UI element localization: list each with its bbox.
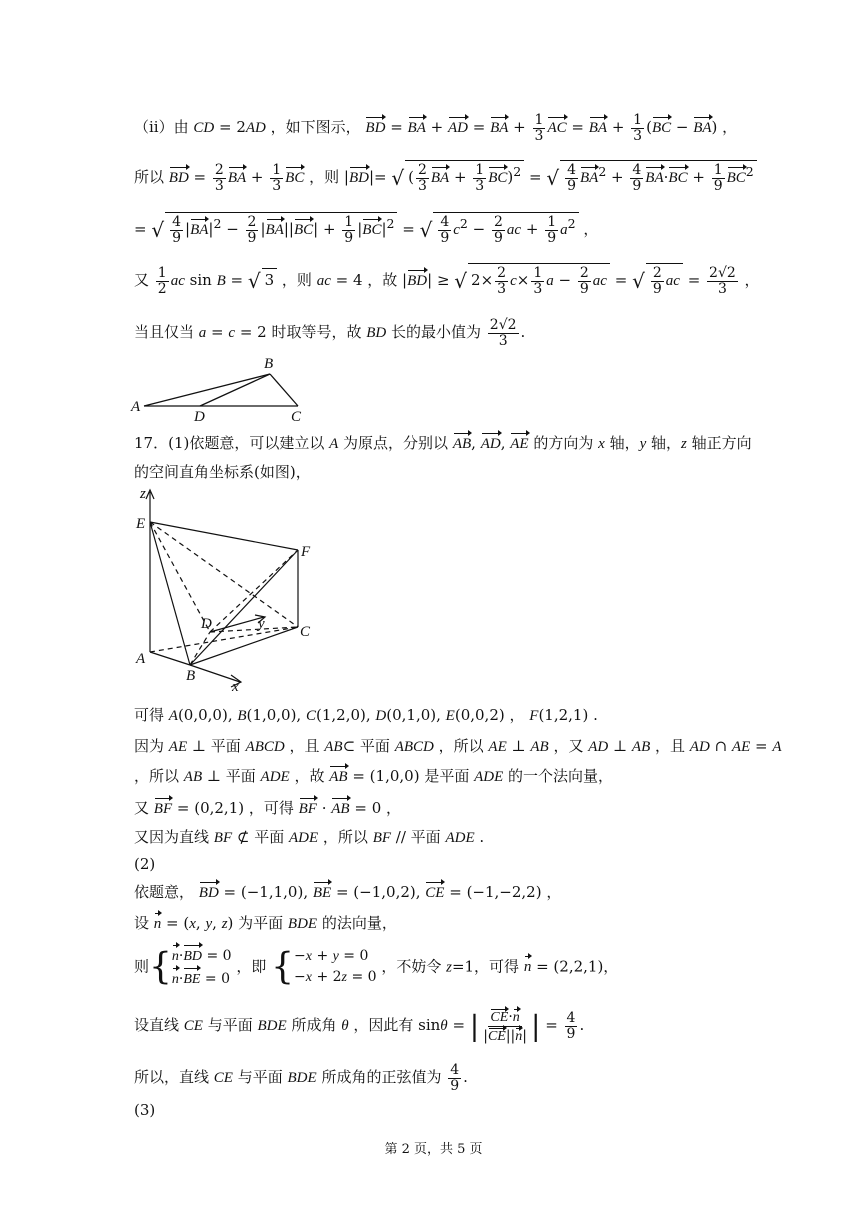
label-d: D — [201, 616, 212, 632]
segment-bd — [200, 374, 270, 406]
line-16: 则{ n·BD = 0 n·BE = 0 ，即 { −x + y = 0 −x + 2z = 0 ，不妨令 z=1，可得 n = (2,2,1)， — [134, 944, 618, 991]
line-5: 当且仅当 a = c = 2 时取等号，故 BD 长的最小值为 $\frac{2√2}{3}$ . — [134, 317, 526, 349]
segment-bc — [270, 374, 298, 406]
line-11: 又 BF = (0,2,1) ，可得 BF · AB = 0 ， — [134, 799, 402, 817]
segment-ab — [144, 374, 270, 406]
line-7: 的空间直角坐标系(如图)， — [134, 463, 311, 481]
line-6: 17．(1)依题意，可以建立以 A 为原点，分别以 AB, AD, AE 的方向为 x 轴，y 轴，z 轴正方向 — [134, 434, 752, 452]
label-e: E — [136, 516, 146, 532]
line-15: 设 n = (x, y, z) 为平面 BDE 的法向量， — [134, 914, 397, 932]
triangle-figure — [128, 352, 318, 424]
label-z: z — [140, 486, 146, 502]
label-y: y — [258, 616, 265, 632]
label-c: C — [291, 409, 302, 424]
line-8: 可得 A(0,0,0), B(1,0,0), C(1,2,0), D(0,1,0), E(0,0,2) ， F(1,2,1) . — [134, 706, 598, 724]
label-a: A — [136, 651, 146, 667]
edge-ab — [150, 652, 190, 665]
edge-eb — [150, 522, 190, 665]
label-c: C — [300, 624, 311, 640]
label-b: B — [264, 356, 274, 372]
label-f: F — [301, 544, 311, 560]
line-18: 所以，直线 CE 与平面 BDE 所成角的正弦值为 $\frac{4}{9}$ . — [134, 1062, 468, 1094]
line-10: ，所以 AB ⊥ 平面 ADE ，故 AB = (1,0,0) 是平面 ADE 的一个法向量， — [134, 767, 614, 785]
label-x: x — [232, 679, 239, 694]
edge-bf — [190, 550, 298, 665]
line-17: 设直线 CE 与平面 BDE 所成角 θ ，因此有 sinθ = | $\frac{CE\cdot n}{|CE||n|}$ | = $\frac{4}{9}$ . — [134, 1009, 585, 1044]
edge-bd-dashed — [190, 632, 210, 665]
line-4: 又 $\frac{1}{2}$ ac sin B = √ 3 ，则 ac = 4 ，故 |BD| ≥ √ 2× $\frac{2}{3}$ c× $\frac{1}{3}$ a − $\frac{2}{9}$ ac = √ $\frac{2}{9}$ ac = $\frac{2√2}{3}$ ， — [134, 265, 760, 297]
line-12: 又因为直线 BF ⊄ 平面 ADE ，所以 BF // 平面 ADE . — [134, 828, 485, 846]
page-footer: 第 2 页，共 5 页 — [384, 1142, 483, 1157]
label-a: A — [131, 399, 141, 415]
line-2: 所以 BD = $\frac{2}{3}$ BA + $\frac{1}{3}$ BC ，则 |BD|= √ ( $\frac{2}{3}$ BA + $\frac{1}{3}$ BC)$^2$ = √ $\frac{4}{9}$ $BA^2$ + $\frac{4}{9}$ BA·BC + $\frac{1}{9}$ $BC^2$ — [134, 160, 757, 193]
line-3: = √ $\frac{4}{9}$ $|BA|^2$ − $\frac{2}{9}$ |BA||BC| + $\frac{1}{9}$ $|BC|^2$ = √ $\frac{4}{9}$ $c^2$ − $\frac{2}{9}$ ac + $\frac{1}{9}$ $a^2$ ， — [134, 214, 599, 246]
line-19: (3) — [134, 1101, 156, 1119]
edge-ac-dashed — [150, 627, 298, 652]
line-14: 依题意， BD = (−1,1,0), BE = (−1,0,2), CE = (−1,−2,2) ， — [134, 883, 562, 901]
edge-ef — [150, 522, 298, 550]
line-1: （ii）由 CD = 2AD ，如下图示， BD = BA + AD = BA + $\frac{1}{3}$ AC = BA + $\frac{1}{3}$ (BC − BA) ， — [134, 112, 738, 144]
line-13: (2) — [134, 855, 156, 873]
line-9: 因为 AE ⊥ 平面 ABCD ，且 AB⊂ 平面 ABCD ，所以 AE ⊥ AB ，又 AD ⊥ AB ，且 AD ∩ AE = A — [134, 737, 782, 755]
solid-figure — [128, 482, 328, 694]
label-d: D — [194, 409, 205, 424]
label-b: B — [186, 668, 196, 684]
edge-bc — [190, 627, 298, 665]
